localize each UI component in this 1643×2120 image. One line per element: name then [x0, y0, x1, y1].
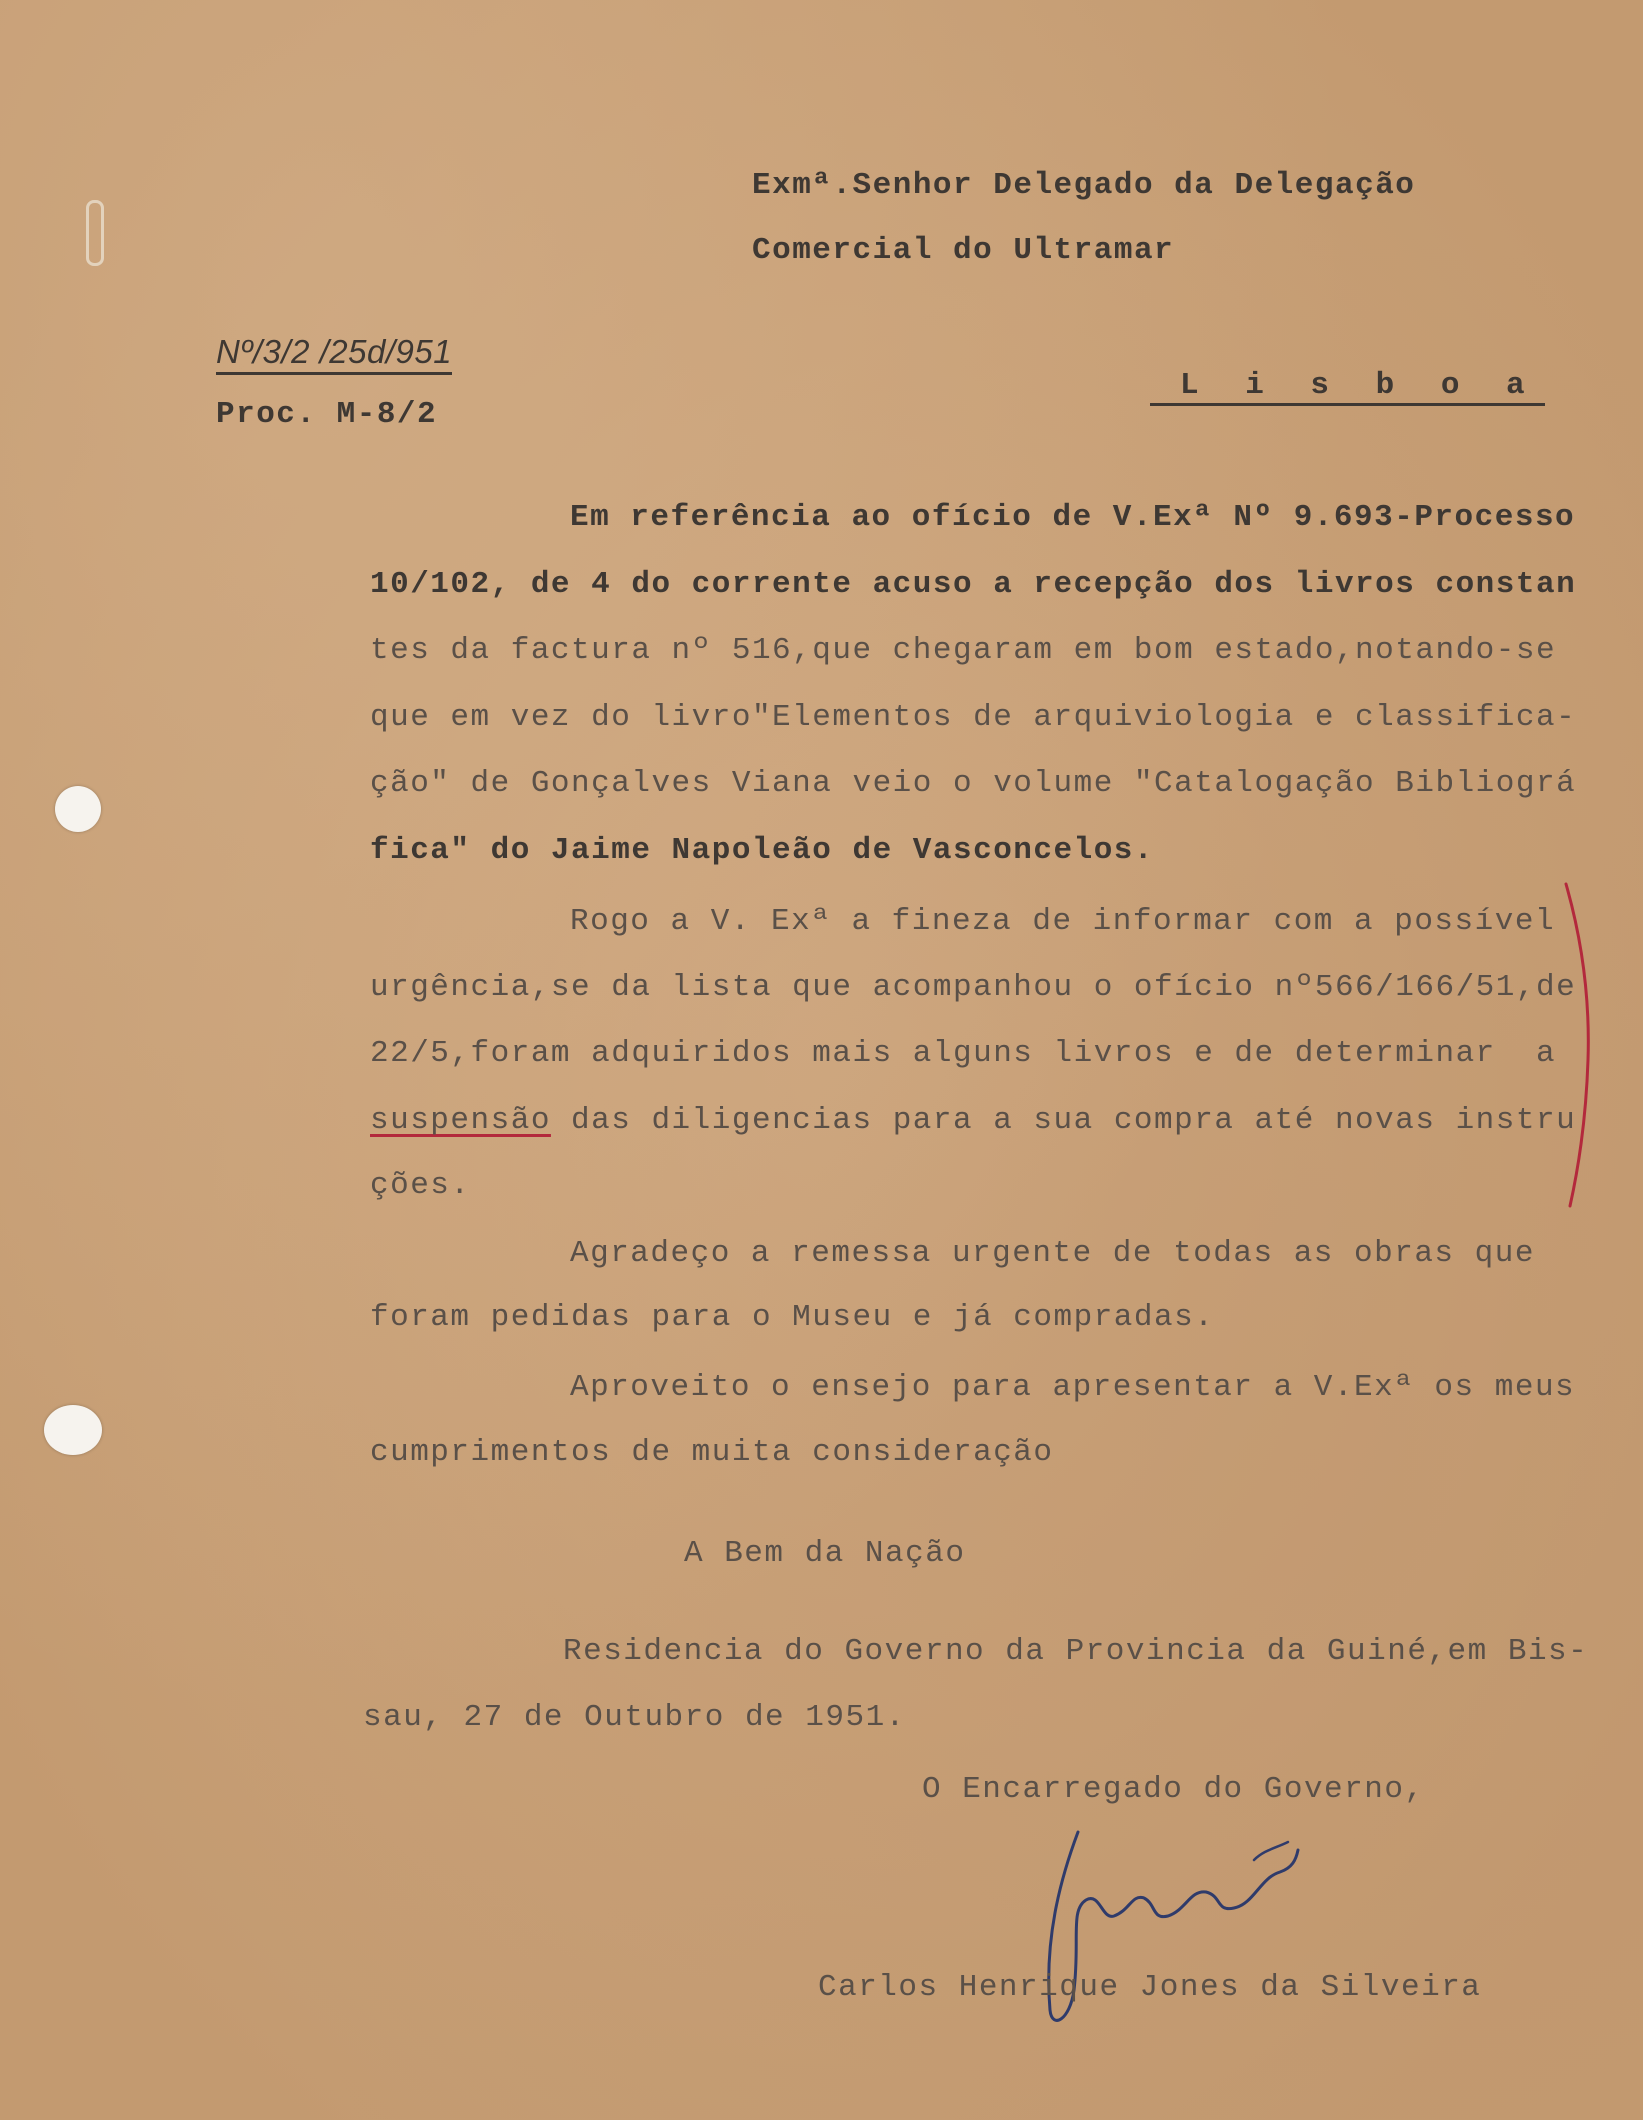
underlined-word: suspensão [370, 1103, 551, 1138]
p1-line-6: fica" do Jaime Napoleão de Vasconcelos. [370, 833, 1155, 868]
handwritten-signature [1040, 1820, 1330, 2040]
p1-line-4: que em vez do livro"Elementos de arquiviologia e classifica- [370, 700, 1577, 735]
place-line-2: sau, 27 de Outubro de 1951. [363, 1700, 906, 1735]
punch-hole-top [55, 786, 101, 832]
addressee-line-2: Comercial do Ultramar [752, 233, 1175, 268]
p2-line-3: 22/5,foram adquiridos mais alguns livros e de determinar a [370, 1036, 1557, 1071]
p2-line-4 [370, 1103, 1576, 1138]
salutation: A Bem da Nação [684, 1536, 966, 1571]
p1-line-2: 10/102, de 4 do corrente acuso a recepção dos livros constan [370, 567, 1577, 602]
p3-line-2: foram pedidas para o Museu e já compradas. [370, 1300, 1215, 1335]
p1-line-3: tes da factura nº 516,que chegaram em bom estado,notando-se [370, 633, 1557, 668]
p2-line-1: Rogo a V. Exª a fineza de informar com a possível [570, 904, 1556, 939]
addressee-line-1: Exmª.Senhor Delegado da Delegação [752, 168, 1416, 203]
p1-line-5: ção" de Gonçalves Viana veio o volume "Catalogação Bibliográ [370, 766, 1577, 801]
p4-line-1: Aproveito o ensejo para apresentar a V.Exª os meus [570, 1370, 1576, 1405]
reference-number: Nº/3/2 /25d/951 [216, 333, 452, 375]
punch-hole-bottom [44, 1405, 102, 1455]
place-line-1: Residencia do Governo da Provincia da Guiné,em Bis- [563, 1634, 1589, 1669]
signer-title: O Encarregado do Governo, [922, 1772, 1425, 1807]
city-heading: L i s b o a [1150, 368, 1545, 406]
p2-line-4-rest: das diligencias para a sua compra até novas instru [550, 1103, 1577, 1138]
p1-line-1: Em referência ao ofício de V.Exª Nº 9.693-Processo [570, 500, 1576, 535]
p3-line-1: Agradeço a remessa urgente de todas as obras que [570, 1236, 1535, 1271]
p2-line-2: urgência,se da lista que acompanhou o ofício nº566/166/51,de [370, 970, 1577, 1005]
staple-mark [86, 200, 104, 266]
process-number: Proc. M-8/2 [216, 397, 438, 432]
p2-line-5: ções. [370, 1168, 471, 1203]
p4-line-2: cumprimentos de muita consideração [370, 1435, 1054, 1470]
margin-mark-red [1560, 880, 1600, 1210]
signer-name: Carlos Henrique Jones da Silveira [818, 1970, 1482, 2005]
